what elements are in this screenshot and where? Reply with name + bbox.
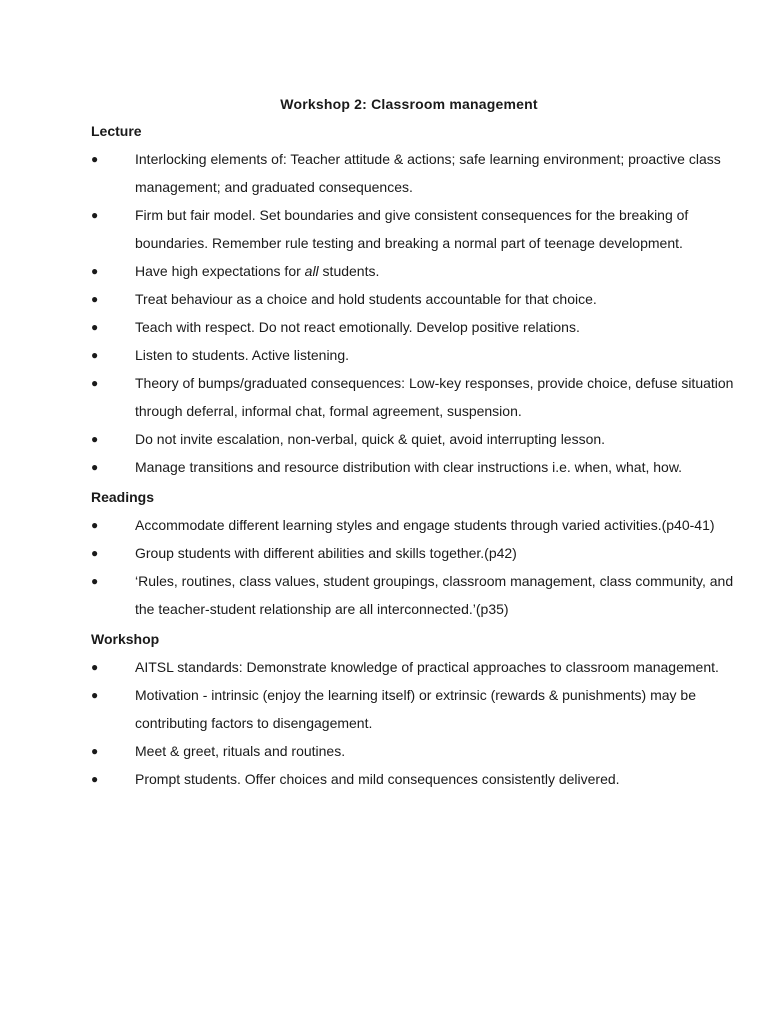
bullet-icon: ● <box>91 264 99 278</box>
list-item: ● Firm but fair model. Set boundaries and give consistent consequences for the breaking of boundaries. Remember rule testing and breaking a normal part of teenage development. <box>91 201 735 257</box>
list-item: ● Meet & greet, rituals and routines. <box>91 737 735 765</box>
bullet-icon: ● <box>91 460 99 474</box>
list-item: ● Accommodate different learning styles and engage students through varied activities.(p40-41) <box>91 511 735 539</box>
bullet-icon: ● <box>91 376 99 390</box>
document-title: Workshop 2: Classroom management <box>280 96 538 112</box>
list-item: ● AITSL standards: Demonstrate knowledge of practical approaches to classroom management. <box>91 653 735 681</box>
bullet-icon: ● <box>91 518 99 532</box>
list-item: ● Group students with different abilities and skills together.(p42) <box>91 539 735 567</box>
bullet-icon: ● <box>91 574 99 588</box>
section-heading-lecture: Lecture <box>91 123 142 139</box>
list-item: ● Have high expectations for all students. <box>91 257 735 285</box>
bullet-icon: ● <box>91 208 99 222</box>
list-item: ● Prompt students. Offer choices and mild consequences consistently delivered. <box>91 765 735 793</box>
section-heading-readings: Readings <box>91 489 155 505</box>
readings-list <box>91 511 734 623</box>
list-item: ● Motivation - intrinsic (enjoy the learning itself) or extrinsic (rewards & punishments) may be contributing factors to disengagement. <box>91 681 735 737</box>
section-heading-workshop: Workshop <box>91 631 160 647</box>
workshop-list <box>91 653 728 793</box>
bullet-icon: ● <box>91 546 99 560</box>
list-item: ● Teach with respect. Do not react emotionally. Develop positive relations. <box>91 313 735 341</box>
bullet-icon: ● <box>91 744 99 758</box>
lecture-list <box>91 145 734 481</box>
bullet-icon: ● <box>91 688 99 702</box>
list-item: ● Listen to students. Active listening. <box>91 341 735 369</box>
emphasis-text: all <box>304 263 319 279</box>
bullet-icon: ● <box>91 348 99 362</box>
bullet-icon: ● <box>91 320 99 334</box>
list-item: ● Interlocking elements of: Teacher attitude & actions; safe learning environment; proactive class management; and graduated consequences. <box>91 145 735 201</box>
bullet-icon: ● <box>91 660 99 674</box>
bullet-icon: ● <box>91 772 99 786</box>
list-item: ● Do not invite escalation, non-verbal, quick & quiet, avoid interrupting lesson. <box>91 425 735 453</box>
list-item: ● Treat behaviour as a choice and hold students accountable for that choice. <box>91 285 735 313</box>
list-item: ● ‘Rules, routines, class values, student groupings, classroom management, class community, and the teacher-student relationship are all interconnected.’(p35) <box>91 567 735 623</box>
bullet-icon: ● <box>91 292 99 306</box>
bullet-icon: ● <box>91 152 99 166</box>
bullet-icon: ● <box>91 432 99 446</box>
list-item: ● Theory of bumps/graduated consequences: Low-key responses, provide choice, defuse situation through deferral, informal chat, formal agreement, suspension. <box>91 369 735 425</box>
list-item: ● Manage transitions and resource distribution with clear instructions i.e. when, what, how. <box>91 453 735 481</box>
